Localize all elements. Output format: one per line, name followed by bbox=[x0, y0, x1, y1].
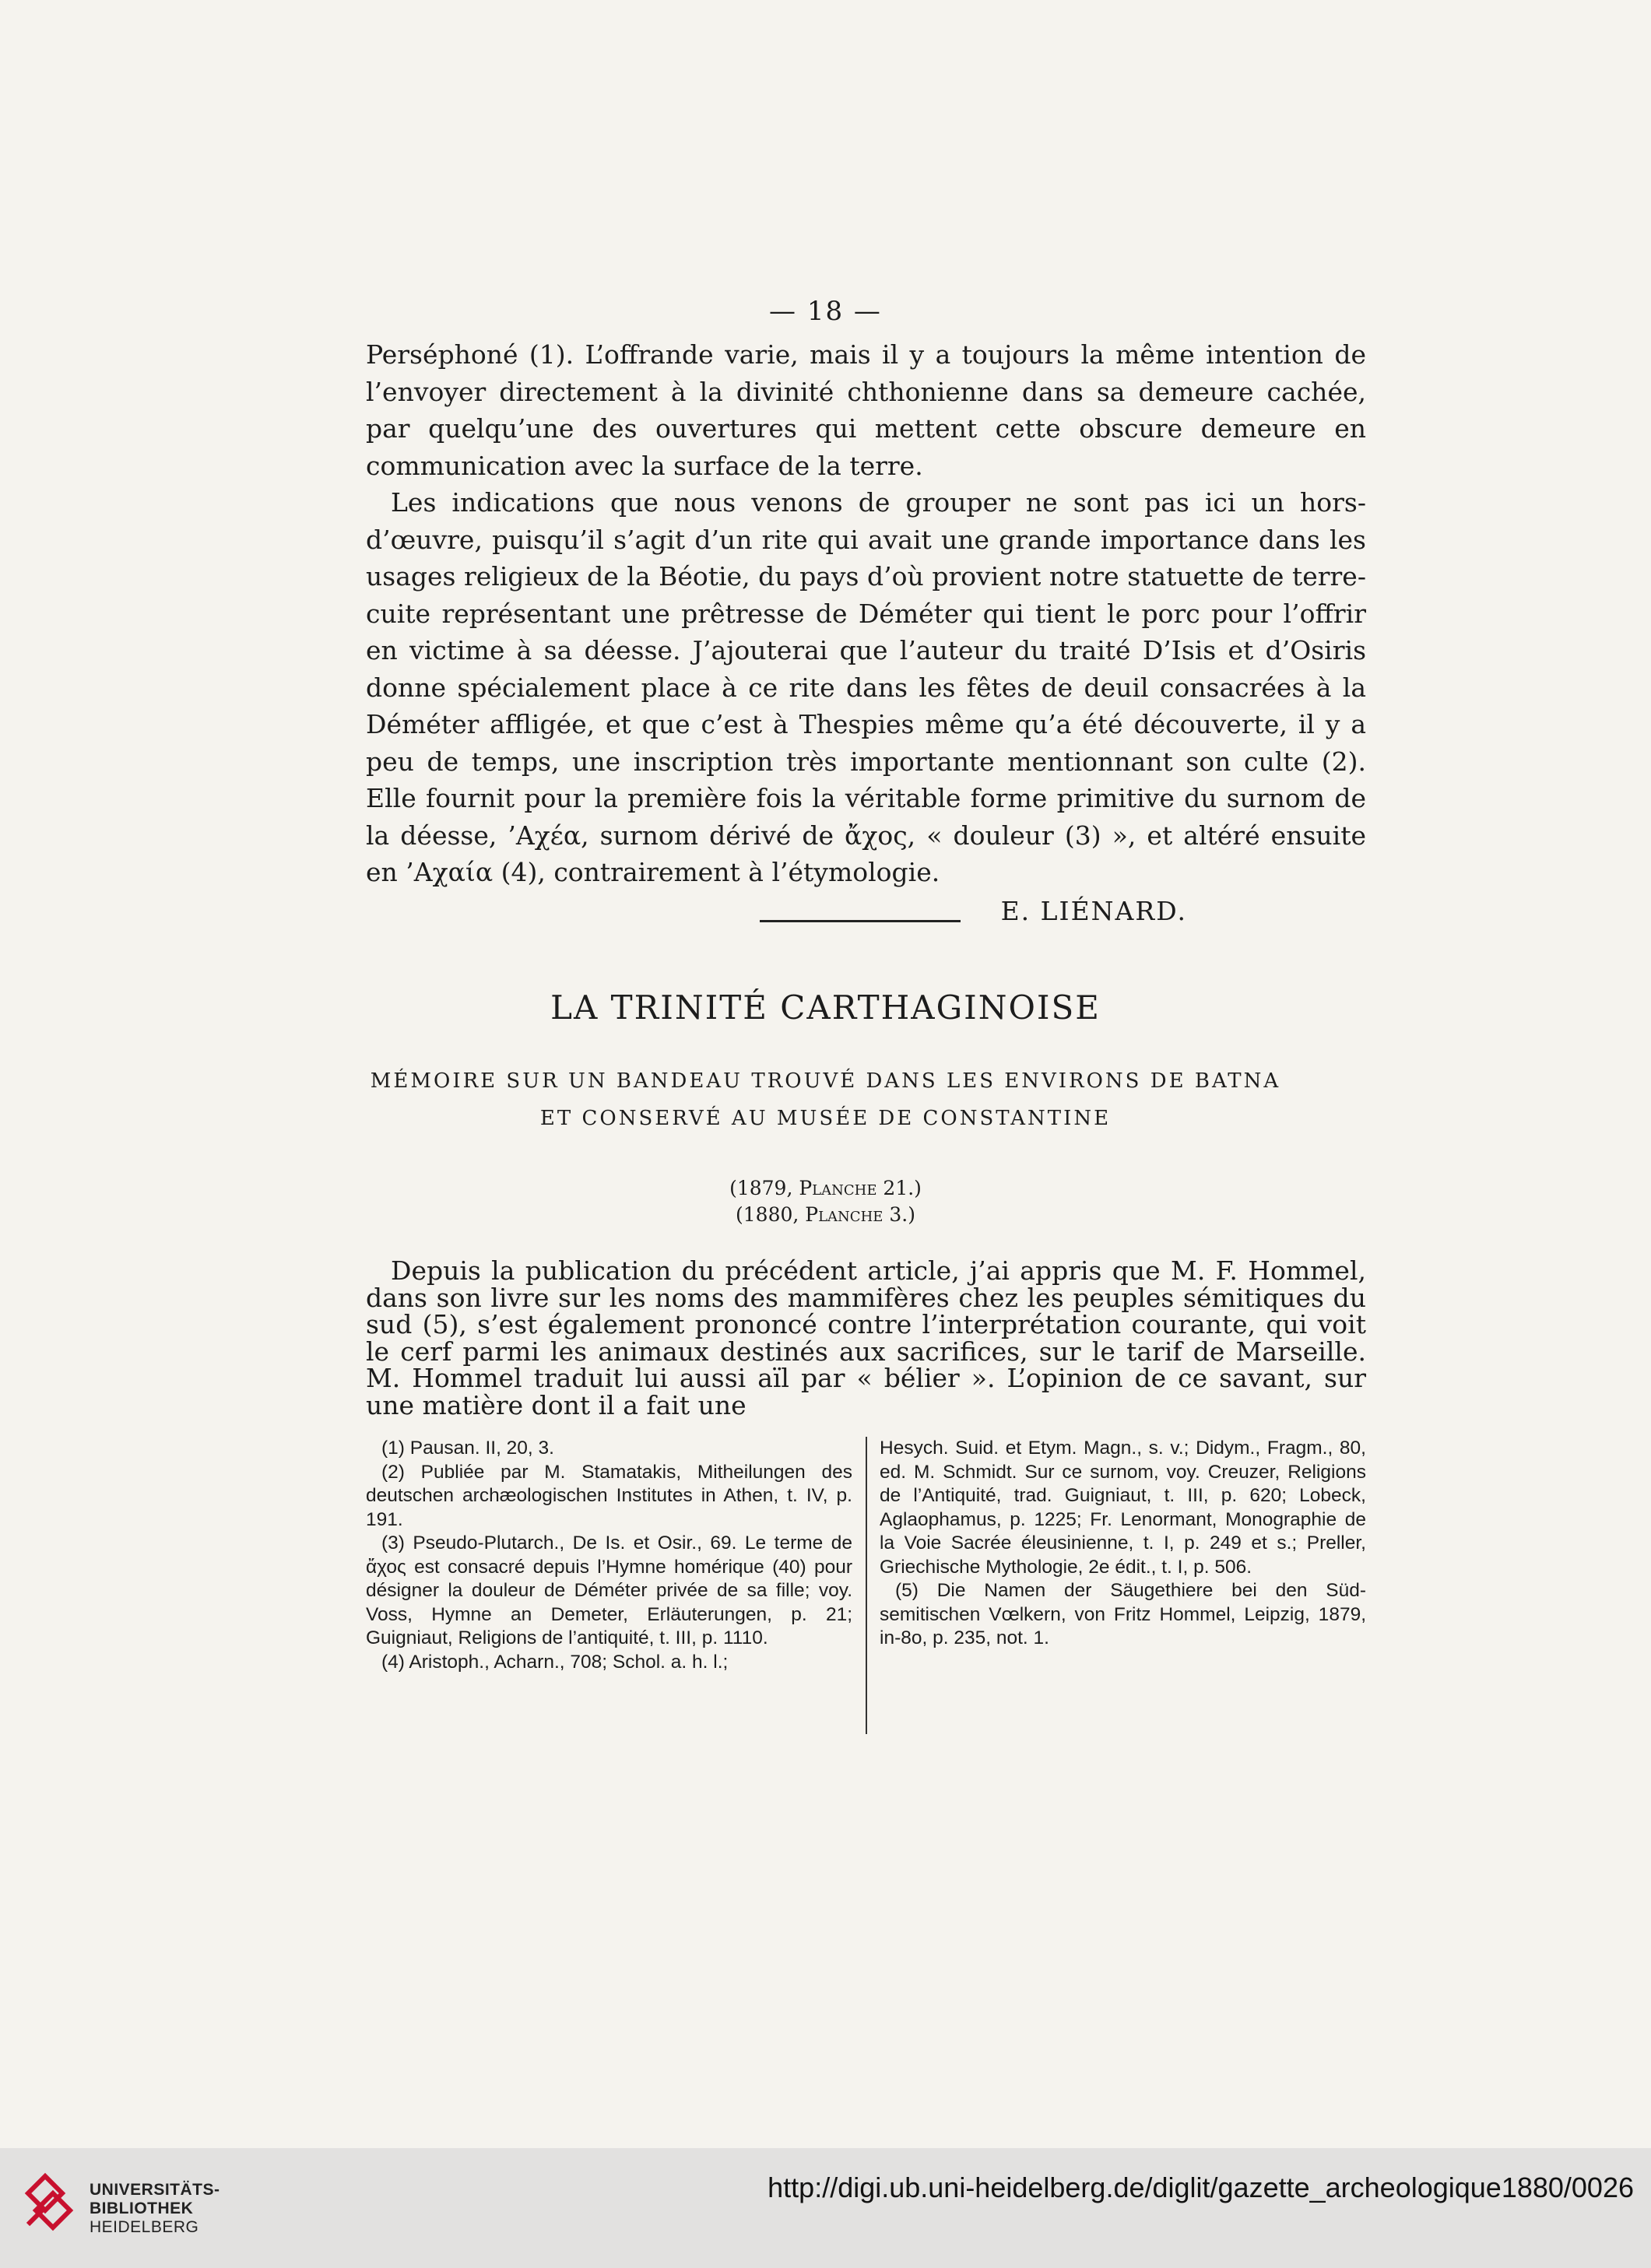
footnote-4: (4) Aristoph., Acharn., 708; Schol. a. h. l.; bbox=[381, 1651, 729, 1673]
article-paragraph: Depuis la publication du précédent article, j’ai appris que M. F. Hommel, dans son livre sur les noms des mammifères chez les peuples sémitiques du sud (5), s’est également prononcé contre l’interprétation courante, qui voit le cerf parmi les animaux destinés aux sacrifices, sur le tarif de Marseille. M. Hommel traduit lui aussi aïl par « bélier ». L’opinion de ce savant, sur une matière dont il a fait une bbox=[366, 1255, 1366, 1420]
digitization-footer bbox=[0, 2148, 1651, 2268]
library-name bbox=[90, 2181, 220, 2237]
footnotes-right-column bbox=[880, 1437, 1366, 1651]
footnote-5: (5) Die Namen der Säugethiere bei den Süd-semitischen Vœlkern, von Fritz Hommel, Leipzig, 1879, in-8o, p. 235, not. 1. bbox=[880, 1580, 1366, 1648]
trinite-article-body bbox=[366, 1255, 1366, 1420]
author-signature: E. LIÉNARD. bbox=[1000, 895, 1187, 926]
article-subtitle-line-2: ET CONSERVÉ AU MUSÉE DE CONSTANTINE bbox=[539, 1107, 1112, 1130]
footnote-1: (1) Pausan. II, 20, 3. bbox=[381, 1438, 554, 1459]
library-name-line-2: BIBLIOTHEK bbox=[90, 2200, 194, 2217]
footnote-2: (2) Publiée par M. Stamatakis, Mitheilungen des deutschen archæologischen Institutes in Athen, t. IV, p. 191. bbox=[366, 1461, 852, 1530]
article-subtitle-line-1: MÉMOIRE SUR UN BANDEAU TROUVÉ DANS LES ENVIRONS DE BATNA bbox=[370, 1069, 1281, 1093]
footnotes-left-column bbox=[366, 1437, 852, 1674]
library-name-line-1: UNIVERSITÄTS- bbox=[90, 2181, 220, 2199]
footnote-3: (3) Pseudo-Plutarch., De Is. et Osir., 69. Le terme de ἄχος est consacré depuis l’Hymne homérique (40) pour désigner la douleur de Déméter privée de sa fille; voy. Voss, Hymne an Demeter, Erläuterungen, p. 21; Guigniaut, Religions de l’antiquité, t. III, p. 1110. bbox=[366, 1532, 852, 1648]
page-number: — 18 — bbox=[769, 296, 882, 327]
article-title: LA TRINITÉ CARTHAGINOISE bbox=[550, 988, 1101, 1027]
plate-reference-1880: (1880, Planche 3.) bbox=[736, 1203, 915, 1226]
section-divider-rule bbox=[760, 920, 961, 922]
lienard-article-end bbox=[366, 336, 1366, 929]
paragraph-2: Les indications que nous venons de grouper ne sont pas ici un hors-d’œuvre, puisqu’il s’agit d’un rite qui avait une grande importance dans les usages religieux de la Béotie, du pays d’où provient notre statuette de terre-cuite représentant une prêtresse de Déméter qui tient le porc pour l’offrir en victime à sa déesse. J’ajouterai que l’auteur du traité D’Isis et d’Osiris donne spécialement place à ce rite dans les fêtes de deuil consacrées à la Déméter affligée, et que c’est à Thespies même qu’a été découverte, il y a peu de temps, une inscription très importante mentionnant son culte (2). Elle fournit pour la première fois la véritable forme primitive du surnom de la déesse, ’Αχέα, surnom dérivé de ἄχος, « douleur (3) », et altéré ensuite en ’Αχαία (4), contrairement à l’étymologie. bbox=[366, 487, 1366, 887]
ub-heidelberg-logo-icon bbox=[22, 2170, 76, 2242]
footnotes bbox=[366, 1437, 1366, 1764]
plate-reference-1879: (1879, Planche 21.) bbox=[729, 1177, 922, 1199]
footnote-4-continued: Hesych. Suid. et Etym. Magn., s. v.; Didym., Fragm., 80, ed. M. Schmidt. Sur ce surnom, voy. Creuzer, Religions de l’Antiquité, trad. Guigniaut, t. III, p. 620; Lobeck, Aglaophamus, p. 1225; Fr. Lenormant, Monographie de la Voie Sacrée éleusinienne, t. I, p. 249 et s.; Preller, Griechische Mythologie, 2e édit., t. I, p. 506. bbox=[880, 1438, 1366, 1578]
library-name-line-3: HEIDELBERG bbox=[90, 2218, 199, 2236]
footnote-column-divider bbox=[866, 1437, 867, 1734]
source-url-link[interactable]: http://digi.ub.uni-heidelberg.de/diglit/gazette_archeologique1880/0026 bbox=[768, 2171, 1634, 2203]
paragraph-1: Perséphoné (1). L’offrande varie, mais il y a toujours la même intention de l’envoyer directement à la divinité chthonienne dans sa demeure cachée, par quelqu’une des ouvertures qui mettent cette obscure demeure en communication avec la surface de la terre. bbox=[366, 339, 1366, 481]
